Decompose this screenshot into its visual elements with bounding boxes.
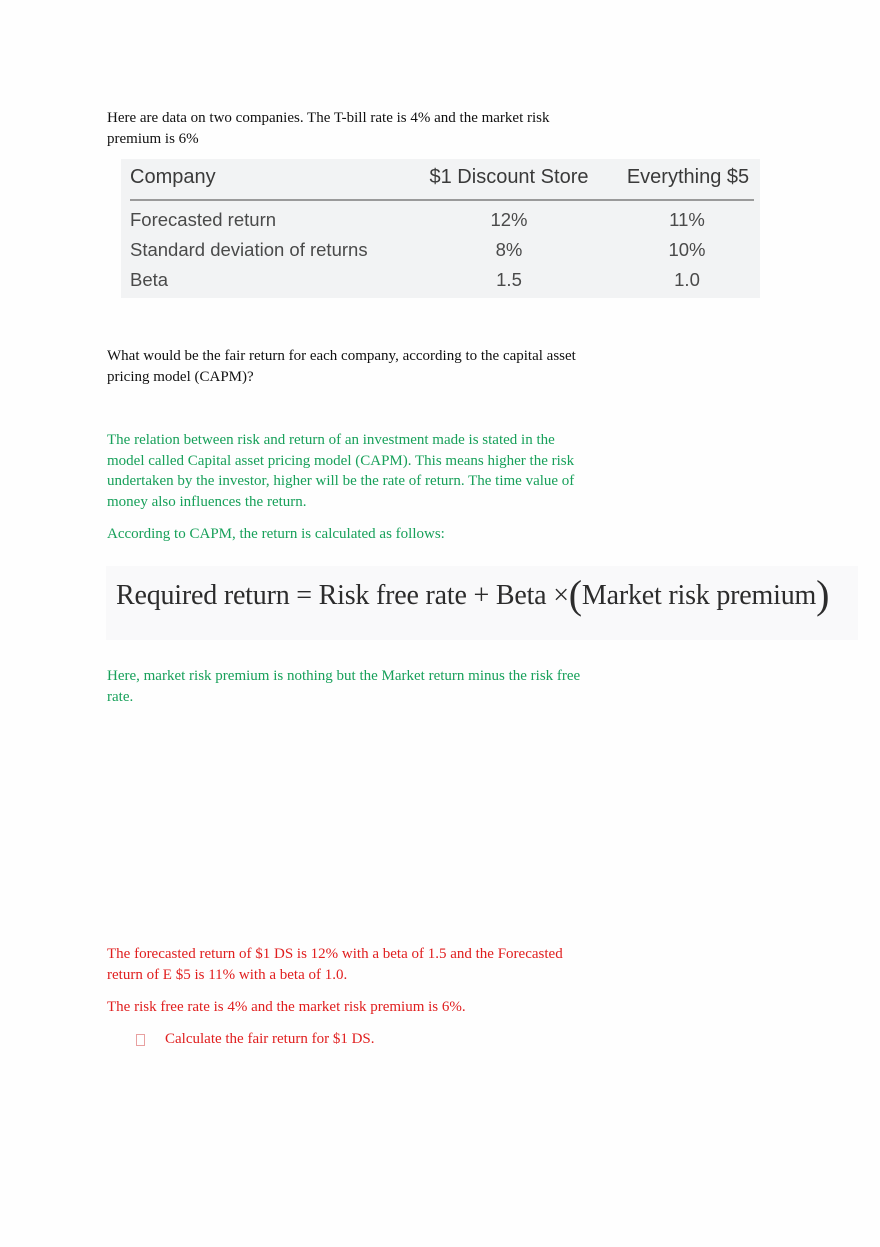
table-header-everything-5: Everything $5 bbox=[626, 166, 750, 188]
given-line-1: The forecasted return of $1 DS is 12% with a beta of 1.5 and the Forecasted bbox=[107, 946, 563, 962]
question-line-2: pricing model (CAPM)? bbox=[107, 368, 254, 385]
note-paragraph bbox=[107, 666, 627, 707]
table-header-discount-store: $1 Discount Store bbox=[429, 166, 589, 188]
given-rates: The risk free rate is 4% and the market risk premium is 6%. bbox=[107, 999, 466, 1015]
explanation-line-2: model called Capital asset pricing model (CAPM). This means higher the risk bbox=[107, 452, 575, 469]
table-cell: 1.0 bbox=[674, 269, 700, 290]
intro-line-1: Here are data on two companies. The T-bill rate is 4% and the market risk bbox=[107, 110, 550, 126]
company-data-table bbox=[121, 159, 760, 298]
step-text: Calculate the fair return for $1 DS. bbox=[165, 1031, 375, 1047]
intro-paragraph bbox=[107, 108, 627, 149]
intro-line-2: premium is 6% bbox=[107, 130, 199, 147]
formula-open-paren: ( bbox=[568, 572, 582, 617]
table-cell: 1.5 bbox=[496, 269, 522, 290]
formula-lhs: Required return = Risk free rate + Beta × bbox=[116, 580, 569, 611]
table-cell: Beta bbox=[130, 269, 169, 290]
formula-close-paren: ) bbox=[816, 572, 830, 617]
explanation-paragraph bbox=[107, 430, 627, 512]
bullet-box-icon bbox=[136, 1034, 145, 1046]
table-header-rule bbox=[130, 199, 754, 201]
question-line-1: What would be the fair return for each company, according to the capital asset bbox=[107, 348, 576, 364]
question-paragraph bbox=[107, 346, 627, 387]
explanation-line-3: undertaken by the investor, higher will be the rate of return. The time value of bbox=[107, 473, 575, 489]
table-cell: 12% bbox=[490, 209, 528, 230]
given-line-2: return of E $5 is 11% with a beta of 1.0. bbox=[107, 966, 348, 983]
table-cell: 10% bbox=[668, 239, 706, 260]
explanation-line-4: money also influences the return. bbox=[107, 493, 307, 510]
table-header-company: Company bbox=[130, 166, 216, 188]
note-line-2: rate. bbox=[107, 688, 134, 705]
given-paragraph bbox=[107, 944, 627, 985]
table-cell: 11% bbox=[669, 209, 705, 230]
table-cell: Standard deviation of returns bbox=[130, 239, 368, 260]
capm-formula-text bbox=[116, 572, 830, 617]
note-line-1: Here, market risk premium is nothing but the Market return minus the risk free bbox=[107, 668, 581, 684]
capm-formula bbox=[106, 566, 858, 640]
calc-intro: According to CAPM, the return is calculated as follows: bbox=[107, 526, 445, 542]
table-cell: Forecasted return bbox=[130, 209, 277, 230]
formula-inner: Market risk premium bbox=[581, 580, 817, 611]
explanation-line-1: The relation between risk and return of an investment made is stated in the bbox=[107, 432, 555, 448]
table-cell: 8% bbox=[495, 239, 523, 260]
